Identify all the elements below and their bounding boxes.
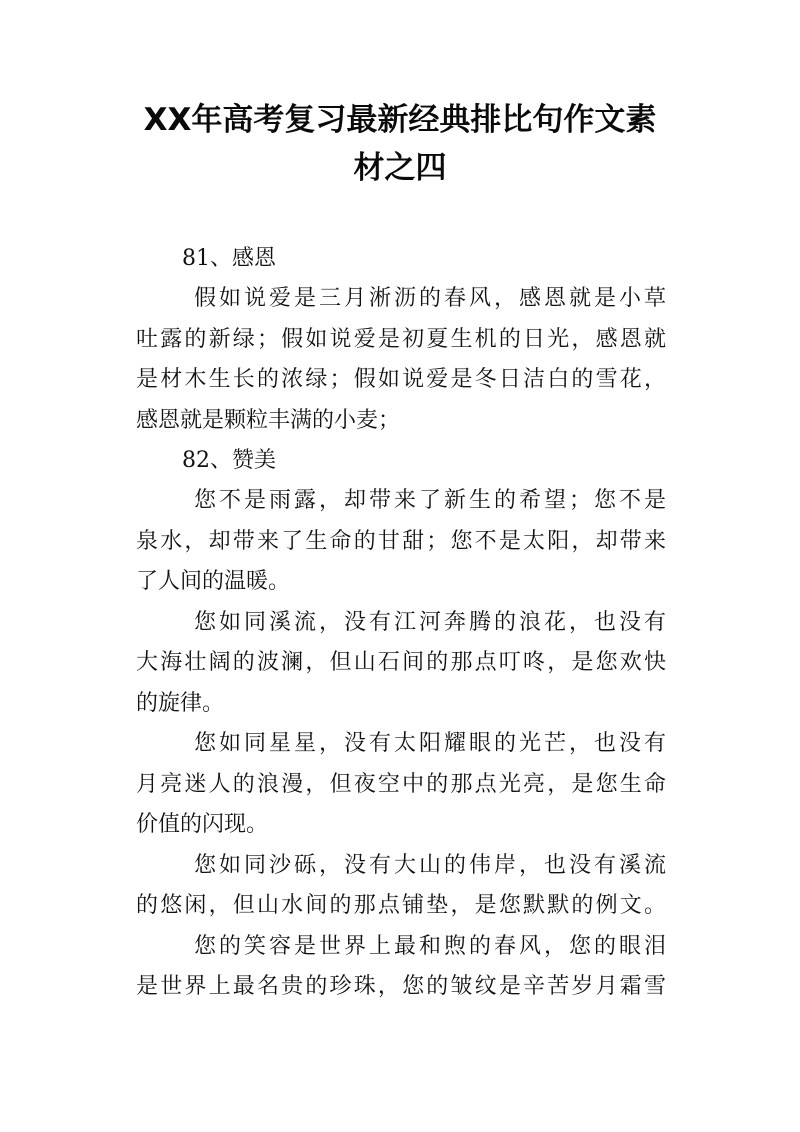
paragraph-line: 假如说爱是三月淅沥的春风，感恩就是小草 (194, 286, 666, 311)
paragraph-line: 泉水，却带来了生命的甘甜；您不是太阳，却带来 (136, 528, 666, 554)
paragraph-line: 是世界上最名贵的珍珠，您的皱纹是辛苦岁月霜雪 (136, 974, 666, 999)
paragraph-line: 您如同沙砾，没有大山的伟岸，也没有溪流 (194, 852, 666, 878)
document-title (120, 96, 680, 192)
paragraph (136, 279, 666, 441)
paragraph-line: 感恩就是颗粒丰满的小麦； (136, 407, 401, 433)
title-line-2: 材之四 (353, 150, 447, 186)
paragraph-line: 您的笑容是世界上最和煦的春风，您的眼泪 (194, 933, 666, 959)
paragraph (136, 724, 666, 846)
section-heading-gratitude: 81、感恩 (182, 246, 276, 271)
paragraph (136, 603, 666, 725)
paragraph-line: 吐露的新绿；假如说爱是初夏生机的日光，感恩就 (136, 326, 666, 352)
paragraph-line: 月亮迷人的浪漫，但夜空中的那点光亮，是您生命 (136, 771, 666, 797)
paragraph (136, 846, 666, 927)
paragraph-line: 大海壮阔的波澜，但山石间的那点叮咚，是您欢快 (136, 650, 666, 675)
paragraph-line: 您不是雨露，却带来了新生的希望；您不是 (194, 488, 666, 513)
paragraph (136, 927, 666, 1008)
paragraph-line: 您如同溪流，没有江河奔腾的浪花，也没有 (194, 609, 666, 635)
paragraph (136, 481, 666, 603)
document-body (136, 239, 666, 1008)
paragraph-line: 是材木生长的浓绿；假如说爱是冬日洁白的雪花， (136, 367, 666, 392)
paragraph-line: 的悠闲，但山水间的那点铺垫，是您默默的例文。 (136, 893, 666, 918)
paragraph-line: 的旋律。 (136, 690, 225, 716)
section-heading-praise: 82、赞美 (182, 448, 276, 473)
title-line-1: XX年高考复习最新经典排比句作文素 (143, 102, 657, 138)
paragraph-line: 价值的闪现。 (136, 812, 269, 837)
paragraph-line: 了人间的温暖。 (136, 569, 291, 594)
paragraph-line: 您如同星星，没有太阳耀眼的光芒，也没有 (194, 731, 666, 756)
